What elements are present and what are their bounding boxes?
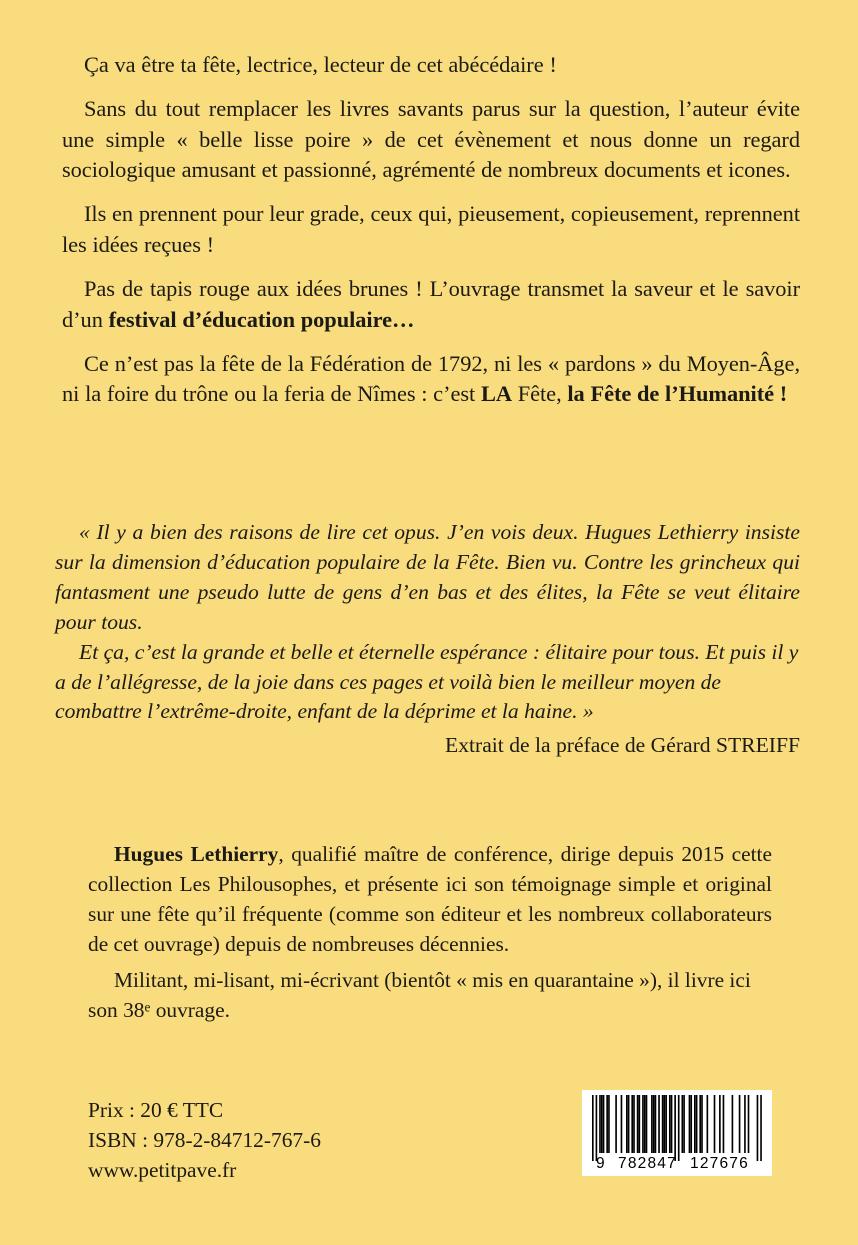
bio-paragraph-1 [88, 840, 772, 960]
fete-text-mid: Fête, [511, 381, 568, 407]
blurb-paragraph-2: Sans du tout remplacer les livres savants parus sur la question, l’auteur évite une simple « belle lisse poire » de cet évènement et nous donne un regard sociologique amusant et passionné, agrémenté de nombreux documents et icones. [62, 96, 800, 183]
quote-attribution: Extrait de la préface de Gérard STREIFF [445, 733, 800, 758]
bio-paragraph-2-suffix: ouvrage. [150, 997, 230, 1022]
ordinal-suffix: e [144, 999, 151, 1015]
blurb-paragraph-festival [62, 274, 800, 335]
footer-info-section [88, 1096, 468, 1186]
blurb-paragraph-fete [62, 349, 800, 410]
barcode-digit-group-2: 782847 [618, 1155, 677, 1172]
blurb-paragraph-3: Ils en prennent pour leur grade, ceux qui, pieusement, copieusement, reprennent les idées reçues ! [62, 201, 800, 257]
barcode-digit-group-1: 9 [596, 1155, 606, 1172]
fete-bold-la: LA [480, 381, 512, 407]
blurb-paragraph-1: Ça va être ta fête, lectrice, lecteur de cet abécédaire ! [84, 52, 557, 77]
preface-quote-section [55, 518, 800, 761]
bio-paragraph-1-text: , qualifié maître de conférence, dirige depuis 2015 cette collection Les Philousophes, et présente ici son témoignage simple et original sur une fête qu’il fréquente (comme son éditeur et les nombreux collaborateurs de cet ouvrage) depuis de nombreuses décennies. [88, 842, 772, 956]
barcode-inner [582, 1090, 772, 1176]
bio-paragraph-2 [88, 966, 772, 1026]
isbn-line: ISBN : 978-2-84712-767-6 [88, 1127, 321, 1152]
barcode-container [582, 1090, 772, 1176]
quote-paragraph-2: Et ça, c’est la grande et belle et éternelle espérance : élitaire pour tous. Et puis il y a de l’allégresse, de la joie dans ces pages et voilà bien le meilleur moyen de combattre l’extrême-droite, enfant de la déprime et la haine. » [55, 639, 799, 724]
website-line[interactable]: www.petitpave.fr [88, 1157, 237, 1182]
barcode-digit-group-3: 127676 [690, 1155, 749, 1172]
quote-paragraph-1: « Il y a bien des raisons de lire cet opus. J’en vois deux. Hugues Lethierry insiste sur la dimension d’éducation populaire de la Fête. Bien vu. Contre les grincheux qui fantasment une pseudo lutte de gens d’en bas et des élites, la Fête se veut élitaire pour tous. [55, 520, 800, 634]
price-line: Prix : 20 € TTC [88, 1098, 224, 1122]
fete-bold-humanite: la Fête de l’Humanité ! [567, 381, 788, 407]
festival-text-prefix: Pas de tapis rouge aux idées brunes ! L’ouvrage transmet la saveur et le savoir d’un [62, 276, 800, 332]
festival-bold-phrase: festival d’éducation populaire… [108, 306, 415, 332]
author-bio-section [88, 840, 772, 1026]
bio-paragraph-2-prefix: Militant, mi-lisant, mi-écrivant (bientôt « mis en quarantaine »), il livre ici son 38 [88, 967, 751, 1022]
barcode-ean13-icon [582, 1090, 772, 1176]
blurb-section [62, 50, 800, 410]
author-name: Hugues Lethierry [114, 842, 279, 866]
fete-text-prefix: Ce n’est pas la fête de la Fédération de 1792, ni les « pardons » du Moyen-Âge, ni la foire du trône ou la feria de Nîmes : c’est [62, 350, 800, 407]
